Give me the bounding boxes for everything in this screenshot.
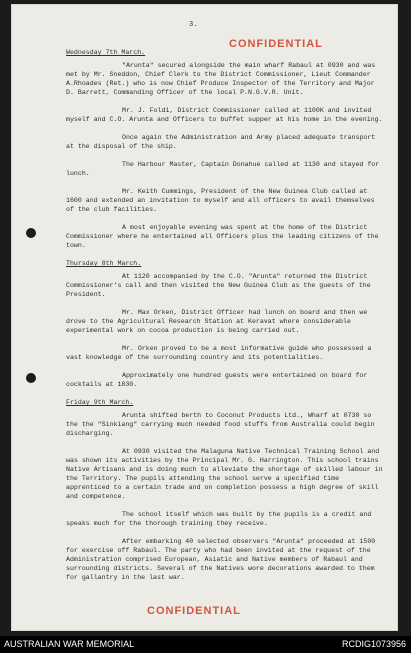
paragraph — [66, 160, 384, 178]
document-body — [66, 46, 384, 591]
paragraph — [66, 308, 384, 335]
paragraph-text: The Harbour Master, Captain Donahue called at 1130 and stayed for lunch. — [66, 161, 380, 177]
paragraph-text: Once again the Administration and Army placed adequate transport at the disposal of the ship. — [66, 134, 376, 150]
archive-footer — [0, 636, 411, 653]
paragraph — [66, 447, 384, 501]
paragraph-text: Mr. Orken proved to be a most informative guide who possessed a vast knowledge of the surrounding country and its potentialities. — [66, 345, 372, 361]
paragraph-text: "Arunta" secured alongside the main wharf Rabaul at 0930 and was met by Mr. Sneddon, Chief Clerk to the District Commissioner, Lieut Commander A.Rhoades (Ret.) who is now Chief Produce Inspector of the Territory and Major D. Barrett, Commanding Officer of the local P.N.G.V.R. Unit. — [66, 62, 376, 96]
paragraph — [66, 272, 384, 299]
paragraph-text: At 0930 visited the Malaguna Native Technical Training School and was shown its activities by the Principal Mr. G. Harrington. This school trains Native Artisans and is doing much to alleviate the shortage of skilled labour in the Territory. The pupils attending the school serve a specified time apprenticed to a certain trade and on completion possess a high degree of skill and competence. — [66, 448, 383, 500]
page-number: 3. — [189, 21, 198, 29]
section-date: Wednesday 7th March. — [66, 49, 146, 56]
paragraph — [66, 187, 384, 214]
paragraph — [66, 537, 384, 582]
paragraph-text: The school itself which was built by the pupils is a credit and speaks much for the thorough training they receive. — [66, 511, 372, 527]
paragraph-text: Mr. Keith Cummings, President of the New Guinea Club called at 1600 and extended an invitation to myself and all officers to avail themselves of the club facilities. — [66, 188, 375, 213]
section-wednesday — [66, 48, 384, 250]
paragraph-text: Approximately one hundred guests were entertained on board for cocktails at 1830. — [66, 372, 368, 388]
paragraph-text: Mr. J. Foldi, District Commissioner called at 1100K and invited myself and C.O. Arunta and Officers to buffet supper at his home in the evening. — [66, 107, 383, 123]
paragraph — [66, 371, 384, 389]
paragraph-text: Mr. Max Orken, District Officer had lunch on board and then we drove to the Agricultural Research Station at Keravat where considerable experimental work on cocoa production is being carried out. — [66, 309, 368, 334]
section-thursday — [66, 259, 384, 389]
paragraph — [66, 344, 384, 362]
punch-hole — [26, 373, 36, 383]
section-date: Friday 9th March. — [66, 399, 134, 406]
paragraph-text: At 1120 accompanied by the C.O. "Arunta" returned the District Commissioner's call and then visited the New Guinea Club as the guests of the President. — [66, 273, 371, 298]
section-date: Thursday 8th March. — [66, 260, 142, 267]
paragraph — [66, 133, 384, 151]
footer-record-id: RCDIG1073956 — [341, 639, 406, 649]
paragraph-text: Arunta shifted berth to Coconut Products Ltd., Wharf at 0730 so the the "Sinkiang" carrying much needed food stuffs from Australia could begin discharging. — [66, 412, 375, 437]
paragraph — [66, 106, 384, 124]
section-friday — [66, 398, 384, 582]
footer-institution: AUSTRALIAN WAR MEMORIAL — [4, 639, 135, 649]
paragraph — [66, 223, 384, 250]
punch-hole — [26, 228, 36, 238]
paragraph — [66, 61, 384, 97]
paragraph — [66, 510, 384, 528]
document-page — [11, 4, 398, 631]
confidential-stamp-bottom: CONFIDENTIAL — [147, 605, 241, 617]
paragraph — [66, 411, 384, 438]
paragraph-text: A most enjoyable evening was spent at the home of the District Commissioner where he entertained all Officers plus the leading citizens of the town. — [66, 224, 379, 249]
confidential-stamp-top: CONFIDENTIAL — [229, 38, 323, 50]
paragraph-text: After embarking 40 selected observers "Arunta" proceeded at 1500 for exercise off Rabaul. The party who had been invited at the request of the Administration comprised European, Asiatic and Native members of Rabaul and surrounding districts. Several of the Natives wore decorations awarded to them for gallantry in the last war. — [66, 538, 376, 581]
